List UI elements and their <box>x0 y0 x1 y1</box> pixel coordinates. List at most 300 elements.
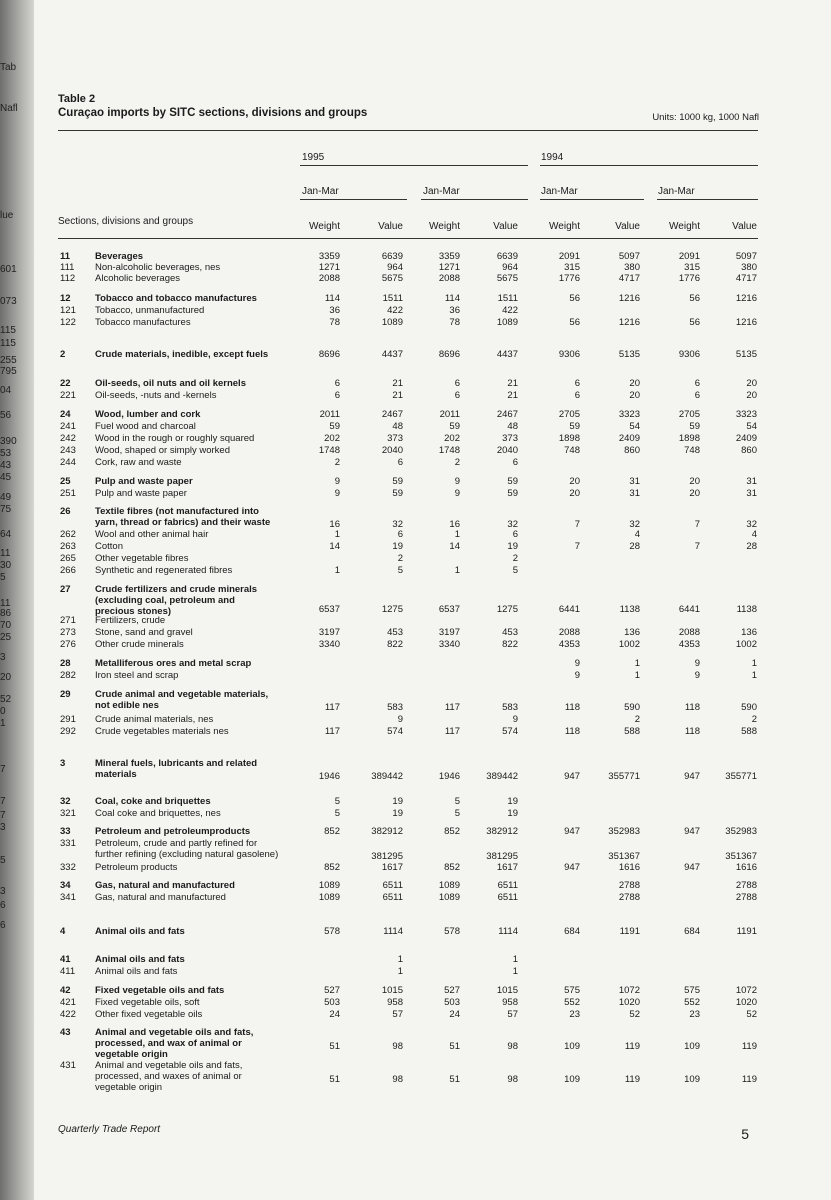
table-cell: 5 <box>512 565 518 576</box>
table-cell: 578 <box>444 926 460 937</box>
table-cell: 109 <box>684 1041 700 1052</box>
table-cell: 118 <box>564 726 580 737</box>
table-cell: 117 <box>324 726 340 737</box>
table-cell: 1271 <box>318 262 340 273</box>
table-cell: 4353 <box>678 639 700 650</box>
table-cell: 59 <box>449 421 460 432</box>
period-rule <box>657 199 758 200</box>
table-cell: 20 <box>746 390 757 401</box>
table-cell: 588 <box>624 726 640 737</box>
table-cell: 1275 <box>496 604 518 615</box>
table-cell: 48 <box>392 421 403 432</box>
table-cell: 1898 <box>558 433 580 444</box>
sitc-description: Petroleum products <box>95 862 178 873</box>
sitc-description: Fixed vegetable oils, soft <box>95 997 200 1008</box>
sitc-description: Petroleum, crude and partly refined for further refining (excluding natural gasolene) <box>95 838 279 860</box>
sitc-code: 263 <box>60 541 76 552</box>
adjacent-page-fragment: 20 <box>0 672 12 683</box>
sitc-code: 22 <box>60 378 71 389</box>
table-cell: 5135 <box>618 349 640 360</box>
table-cell: 422 <box>502 305 518 316</box>
adjacent-page-fragment: 601 <box>0 264 17 275</box>
table-cell: 14 <box>329 541 340 552</box>
table-cell: 31 <box>629 476 640 487</box>
table-cell: 6 <box>397 529 403 540</box>
table-cell: 2091 <box>558 251 580 262</box>
table-cell: 56 <box>569 317 580 328</box>
table-cell: 78 <box>329 317 340 328</box>
sitc-description: Animal oils and fats <box>95 954 185 965</box>
sitc-code: 26 <box>60 506 71 517</box>
adjacent-page-fragment: 49 <box>0 492 12 503</box>
table-cell: 2705 <box>558 409 580 420</box>
table-cell: 14 <box>449 541 460 552</box>
sitc-description: Other fixed vegetable oils <box>95 1009 203 1020</box>
table-cell: 552 <box>564 997 580 1008</box>
table-cell: 16 <box>449 519 460 530</box>
sitc-code: 266 <box>60 565 76 576</box>
table-cell: 1 <box>454 529 460 540</box>
table-cell: 2088 <box>678 627 700 638</box>
table-cell: 947 <box>684 862 700 873</box>
table-cell: 9 <box>334 488 340 499</box>
table-cell: 6441 <box>678 604 700 615</box>
table-cell: 19 <box>392 808 403 819</box>
table-cell: 9 <box>694 670 700 681</box>
table-cell: 315 <box>564 262 580 273</box>
measure-label: Value <box>732 221 757 232</box>
table-cell: 9 <box>454 476 460 487</box>
table-cell: 24 <box>449 1009 460 1020</box>
table-cell: 136 <box>741 627 757 638</box>
table-cell: 20 <box>629 390 640 401</box>
sitc-code: 11 <box>60 251 71 262</box>
table-cell: 852 <box>324 862 340 873</box>
table-cell: 503 <box>324 997 340 1008</box>
table-cell: 109 <box>684 1074 700 1085</box>
table-cell: 23 <box>569 1009 580 1020</box>
table-cell: 2 <box>512 553 518 564</box>
table-cell: 114 <box>444 293 460 304</box>
table-cell: 6 <box>334 390 340 401</box>
table-cell: 958 <box>387 997 403 1008</box>
sitc-code: 331 <box>60 838 76 849</box>
adjacent-page-fragment: 7 <box>0 764 6 775</box>
adjacent-page-fragment: 52 <box>0 694 12 705</box>
table-cell: 1072 <box>735 985 757 996</box>
table-cell: 852 <box>324 826 340 837</box>
measure-label: Weight <box>309 221 340 232</box>
table-cell: 6441 <box>558 604 580 615</box>
table-cell: 59 <box>392 488 403 499</box>
table-cell: 3359 <box>318 251 340 262</box>
table-cell: 583 <box>387 702 403 713</box>
table-cell: 2467 <box>381 409 403 420</box>
period-label: Jan-Mar <box>541 186 578 197</box>
adjacent-page-fragment: 795 <box>0 366 17 377</box>
table-cell: 136 <box>624 627 640 638</box>
table-cell: 1089 <box>318 892 340 903</box>
table-cell: 1015 <box>496 985 518 996</box>
table-cell: 4717 <box>735 273 757 284</box>
year-1995: 1995 <box>302 152 325 163</box>
table-cell: 860 <box>741 445 757 456</box>
table-cell: 1089 <box>318 880 340 891</box>
table-cell: 1616 <box>618 862 640 873</box>
table-cell: 1191 <box>619 926 640 937</box>
table-cell: 1216 <box>735 317 757 328</box>
table-cell: 2040 <box>496 445 518 456</box>
table-cell: 1616 <box>735 862 757 873</box>
sitc-code: 431 <box>60 1060 76 1071</box>
sitc-description: Coal coke and briquettes, nes <box>95 808 221 819</box>
table-cell: 382912 <box>371 826 403 837</box>
period-label: Jan-Mar <box>423 186 460 197</box>
table-cell: 20 <box>746 378 757 389</box>
table-cell: 3197 <box>438 627 460 638</box>
table-cell: 32 <box>746 519 757 530</box>
sitc-description: Wood, lumber and cork <box>95 409 201 420</box>
table-cell: 389442 <box>486 771 518 782</box>
sitc-code: 291 <box>60 714 76 725</box>
table-cell: 860 <box>624 445 640 456</box>
table-cell: 822 <box>502 639 518 650</box>
table-number: Table 2 <box>58 93 96 105</box>
table-cell: 6 <box>454 378 460 389</box>
table-cell: 947 <box>684 826 700 837</box>
table-cell: 21 <box>392 378 403 389</box>
table-cell: 1072 <box>618 985 640 996</box>
table-cell: 9 <box>574 670 580 681</box>
sitc-code: 273 <box>60 627 76 638</box>
sitc-code: 41 <box>60 954 71 965</box>
sitc-description: Mineral fuels, lubricants and related materials <box>95 758 258 780</box>
table-cell: 6511 <box>497 892 518 903</box>
sitc-code: 411 <box>60 966 76 977</box>
table-cell: 98 <box>507 1074 518 1085</box>
table-cell: 6 <box>694 378 700 389</box>
sitc-code: 2 <box>60 349 66 360</box>
table-cell: 48 <box>507 421 518 432</box>
sitc-description: Fuel wood and charcoal <box>95 421 196 432</box>
table-cell: 119 <box>624 1074 640 1085</box>
adjacent-page-fragment: 7 <box>0 796 6 807</box>
table-cell: 5097 <box>735 251 757 262</box>
table-cell: 1 <box>334 565 340 576</box>
sitc-description: Beverages <box>95 251 144 262</box>
table-cell: 21 <box>392 390 403 401</box>
adjacent-page-fragment: 1 <box>0 718 6 729</box>
table-cell: 1776 <box>678 273 700 284</box>
table-cell: 19 <box>507 796 518 807</box>
adjacent-page-fragment: 6 <box>0 920 6 931</box>
table-cell: 5675 <box>496 273 518 284</box>
table-cell: 2 <box>751 714 757 725</box>
table-cell: 9 <box>512 714 518 725</box>
table-cell: 20 <box>569 488 580 499</box>
table-cell: 24 <box>329 1009 340 1020</box>
table-cell: 1 <box>512 954 518 965</box>
sitc-code: 421 <box>60 997 76 1008</box>
adjacent-page-fragment: 30 <box>0 560 12 571</box>
table-cell: 527 <box>324 985 340 996</box>
table-cell: 19 <box>392 796 403 807</box>
table-cell: 1898 <box>678 433 700 444</box>
table-cell: 19 <box>507 808 518 819</box>
table-cell: 36 <box>449 305 460 316</box>
table-cell: 51 <box>449 1074 460 1085</box>
table-cell: 5135 <box>735 349 757 360</box>
adjacent-page-fragment: 073 <box>0 296 17 307</box>
adjacent-page-fragment: 53 <box>0 448 12 459</box>
table-cell: 32 <box>629 519 640 530</box>
table-cell: 588 <box>741 726 757 737</box>
measure-label: Weight <box>669 221 700 232</box>
table-cell: 5 <box>397 565 403 576</box>
sitc-code: 341 <box>60 892 76 903</box>
table-cell: 6537 <box>318 604 340 615</box>
table-cell: 1275 <box>381 604 403 615</box>
table-title: Curaçao imports by SITC sections, divisions and groups <box>58 107 368 119</box>
year-1994-rule <box>540 165 758 166</box>
sitc-code: 332 <box>60 862 76 873</box>
table-cell: 3359 <box>438 251 460 262</box>
table-cell: 109 <box>564 1074 580 1085</box>
table-cell: 32 <box>392 519 403 530</box>
table-cell: 684 <box>684 926 700 937</box>
sitc-description: Tobacco and tobacco manufactures <box>95 293 257 304</box>
table-cell: 352983 <box>725 826 757 837</box>
table-cell: 590 <box>624 702 640 713</box>
table-cell: 852 <box>444 862 460 873</box>
table-cell: 1 <box>454 565 460 576</box>
table-cell: 9306 <box>678 349 700 360</box>
sitc-description: Metalliferous ores and metal scrap <box>95 658 252 669</box>
table-cell: 382912 <box>486 826 518 837</box>
adjacent-page-fragment: 11 <box>0 548 11 559</box>
table-cell: 32 <box>507 519 518 530</box>
table-cell: 6 <box>512 457 518 468</box>
table-cell: 822 <box>387 639 403 650</box>
table-cell: 57 <box>392 1009 403 1020</box>
sitc-description: Cotton <box>95 541 123 552</box>
table-cell: 2409 <box>735 433 757 444</box>
table-cell: 59 <box>392 476 403 487</box>
sitc-description: Petroleum and petroleumproducts <box>95 826 251 837</box>
table-cell: 351367 <box>608 851 640 862</box>
adjacent-page-fragment: 3 <box>0 886 6 897</box>
table-cell: 315 <box>684 262 700 273</box>
adjacent-page-fragment: 11 <box>0 598 11 609</box>
sitc-description: Tobacco, unmanufactured <box>95 305 205 316</box>
table-cell: 202 <box>324 433 340 444</box>
table-cell: 575 <box>684 985 700 996</box>
sitc-description: Animal oils and fats <box>95 966 178 977</box>
adjacent-page-fragment: 75 <box>0 504 12 515</box>
title-rule <box>58 130 758 131</box>
table-cell: 1020 <box>618 997 640 1008</box>
table-cell: 3340 <box>318 639 340 650</box>
table-cell: 1002 <box>618 639 640 650</box>
sitc-code: 111 <box>60 262 75 273</box>
measure-label: Weight <box>549 221 580 232</box>
table-cell: 4 <box>634 529 640 540</box>
sitc-description: Oil-seeds, oil nuts and oil kernels <box>95 378 246 389</box>
table-cell: 2091 <box>678 251 700 262</box>
table-cell: 1511 <box>382 293 403 304</box>
table-cell: 1511 <box>497 293 518 304</box>
sitc-code: 42 <box>60 985 71 996</box>
table-cell: 373 <box>387 433 403 444</box>
table-cell: 422 <box>387 305 403 316</box>
table-cell: 7 <box>694 519 700 530</box>
table-cell: 852 <box>444 826 460 837</box>
table-cell: 8696 <box>318 349 340 360</box>
table-cell: 5675 <box>381 273 403 284</box>
table-cell: 2 <box>454 457 460 468</box>
table-cell: 2705 <box>678 409 700 420</box>
table-cell: 947 <box>564 771 580 782</box>
table-cell: 748 <box>684 445 700 456</box>
table-cell: 20 <box>689 488 700 499</box>
table-cell: 19 <box>392 541 403 552</box>
table-cell: 54 <box>629 421 640 432</box>
table-cell: 51 <box>329 1074 340 1085</box>
adjacent-page-fragment: 255 <box>0 355 17 366</box>
adjacent-page-fragment: 7 <box>0 810 6 821</box>
table-cell: 684 <box>564 926 580 937</box>
table-cell: 1 <box>634 670 640 681</box>
adjacent-page-fragment: 115 <box>0 325 16 336</box>
table-cell: 1617 <box>496 862 518 873</box>
table-cell: 20 <box>629 378 640 389</box>
sitc-description: Tobacco manufactures <box>95 317 191 328</box>
table-cell: 59 <box>689 421 700 432</box>
adjacent-page-fragment: 115 <box>0 338 16 349</box>
table-cell: 958 <box>502 997 518 1008</box>
table-cell: 7 <box>574 541 580 552</box>
table-cell: 21 <box>507 390 518 401</box>
table-cell: 31 <box>629 488 640 499</box>
sitc-code: 28 <box>60 658 71 669</box>
table-cell: 6511 <box>382 880 403 891</box>
table-cell: 574 <box>502 726 518 737</box>
table-cell: 6 <box>694 390 700 401</box>
table-cell: 98 <box>392 1041 403 1052</box>
table-cell: 503 <box>444 997 460 1008</box>
table-cell: 59 <box>329 421 340 432</box>
table-cell: 9 <box>454 488 460 499</box>
sitc-code: 262 <box>60 529 76 540</box>
sitc-code: 422 <box>60 1009 76 1020</box>
sitc-description: Crude vegetables materials nes <box>95 726 229 737</box>
sitc-code: 271 <box>60 615 76 626</box>
table-cell: 52 <box>629 1009 640 1020</box>
adjacent-page-fragment: 56 <box>0 410 12 421</box>
table-cell: 19 <box>507 541 518 552</box>
table-cell: 6 <box>574 390 580 401</box>
table-cell: 947 <box>564 862 580 873</box>
table-cell: 1089 <box>381 317 403 328</box>
table-cell: 355771 <box>608 771 640 782</box>
sitc-code: 29 <box>60 689 71 700</box>
table-cell: 1617 <box>381 862 403 873</box>
table-cell: 6 <box>334 378 340 389</box>
sitc-code: 43 <box>60 1027 71 1038</box>
sitc-code: 221 <box>60 390 76 401</box>
table-cell: 2788 <box>618 880 640 891</box>
table-cell: 3323 <box>618 409 640 420</box>
table-cell: 28 <box>629 541 640 552</box>
table-cell: 453 <box>502 627 518 638</box>
table-cell: 1138 <box>619 604 640 615</box>
table-cell: 2788 <box>618 892 640 903</box>
table-cell: 9 <box>334 476 340 487</box>
sitc-description: Synthetic and regenerated fibres <box>95 565 233 576</box>
table-cell: 947 <box>684 771 700 782</box>
table-cell: 1946 <box>318 771 340 782</box>
table-cell: 7 <box>694 541 700 552</box>
table-cell: 6 <box>574 378 580 389</box>
adjacent-page-fragment: 390 <box>0 436 17 447</box>
sitc-description: Gas, natural and manufactured <box>95 880 235 891</box>
table-cell: 9306 <box>558 349 580 360</box>
sitc-description: Crude materials, inedible, except fuels <box>95 349 269 360</box>
sitc-description: Animal oils and fats <box>95 926 185 937</box>
sitc-code: 244 <box>60 457 76 468</box>
table-cell: 7 <box>574 519 580 530</box>
sitc-code: 122 <box>60 317 76 328</box>
sitc-code: 121 <box>60 305 76 316</box>
table-cell: 575 <box>564 985 580 996</box>
table-cell: 2 <box>397 553 403 564</box>
table-cell: 1 <box>397 954 403 965</box>
sitc-code: 4 <box>60 926 66 937</box>
adjacent-page-fragment: 6 <box>0 900 6 911</box>
publication-name: Quarterly Trade Report <box>58 1124 161 1135</box>
table-cell: 578 <box>324 926 340 937</box>
table-cell: 117 <box>444 702 460 713</box>
table-cell: 2088 <box>558 627 580 638</box>
table-cell: 117 <box>324 702 340 713</box>
table-cell: 552 <box>684 997 700 1008</box>
sitc-description: Wood in the rough or roughly squared <box>95 433 255 444</box>
table-cell: 36 <box>329 305 340 316</box>
table-cell: 1089 <box>496 317 518 328</box>
table-cell: 31 <box>746 476 757 487</box>
table-cell: 2088 <box>318 273 340 284</box>
table-cell: 1271 <box>438 262 460 273</box>
table-cell: 1748 <box>438 445 460 456</box>
table-cell: 6511 <box>497 880 518 891</box>
table-cell: 56 <box>689 317 700 328</box>
table-cell: 2409 <box>618 433 640 444</box>
sitc-code: 276 <box>60 639 76 650</box>
sitc-description: Fixed vegetable oils and fats <box>95 985 225 996</box>
table-cell: 118 <box>684 726 700 737</box>
table-cell: 1015 <box>381 985 403 996</box>
table-cell: 2088 <box>438 273 460 284</box>
table-cell: 54 <box>746 421 757 432</box>
table-cell: 380 <box>624 262 640 273</box>
sitc-description: Fertilizers, crude <box>95 615 166 626</box>
table-cell: 118 <box>564 702 580 713</box>
year-1994: 1994 <box>541 152 564 163</box>
sitc-code: 3 <box>60 758 66 769</box>
table-cell: 1191 <box>736 926 757 937</box>
table-cell: 1216 <box>618 293 640 304</box>
table-cell: 118 <box>684 702 700 713</box>
